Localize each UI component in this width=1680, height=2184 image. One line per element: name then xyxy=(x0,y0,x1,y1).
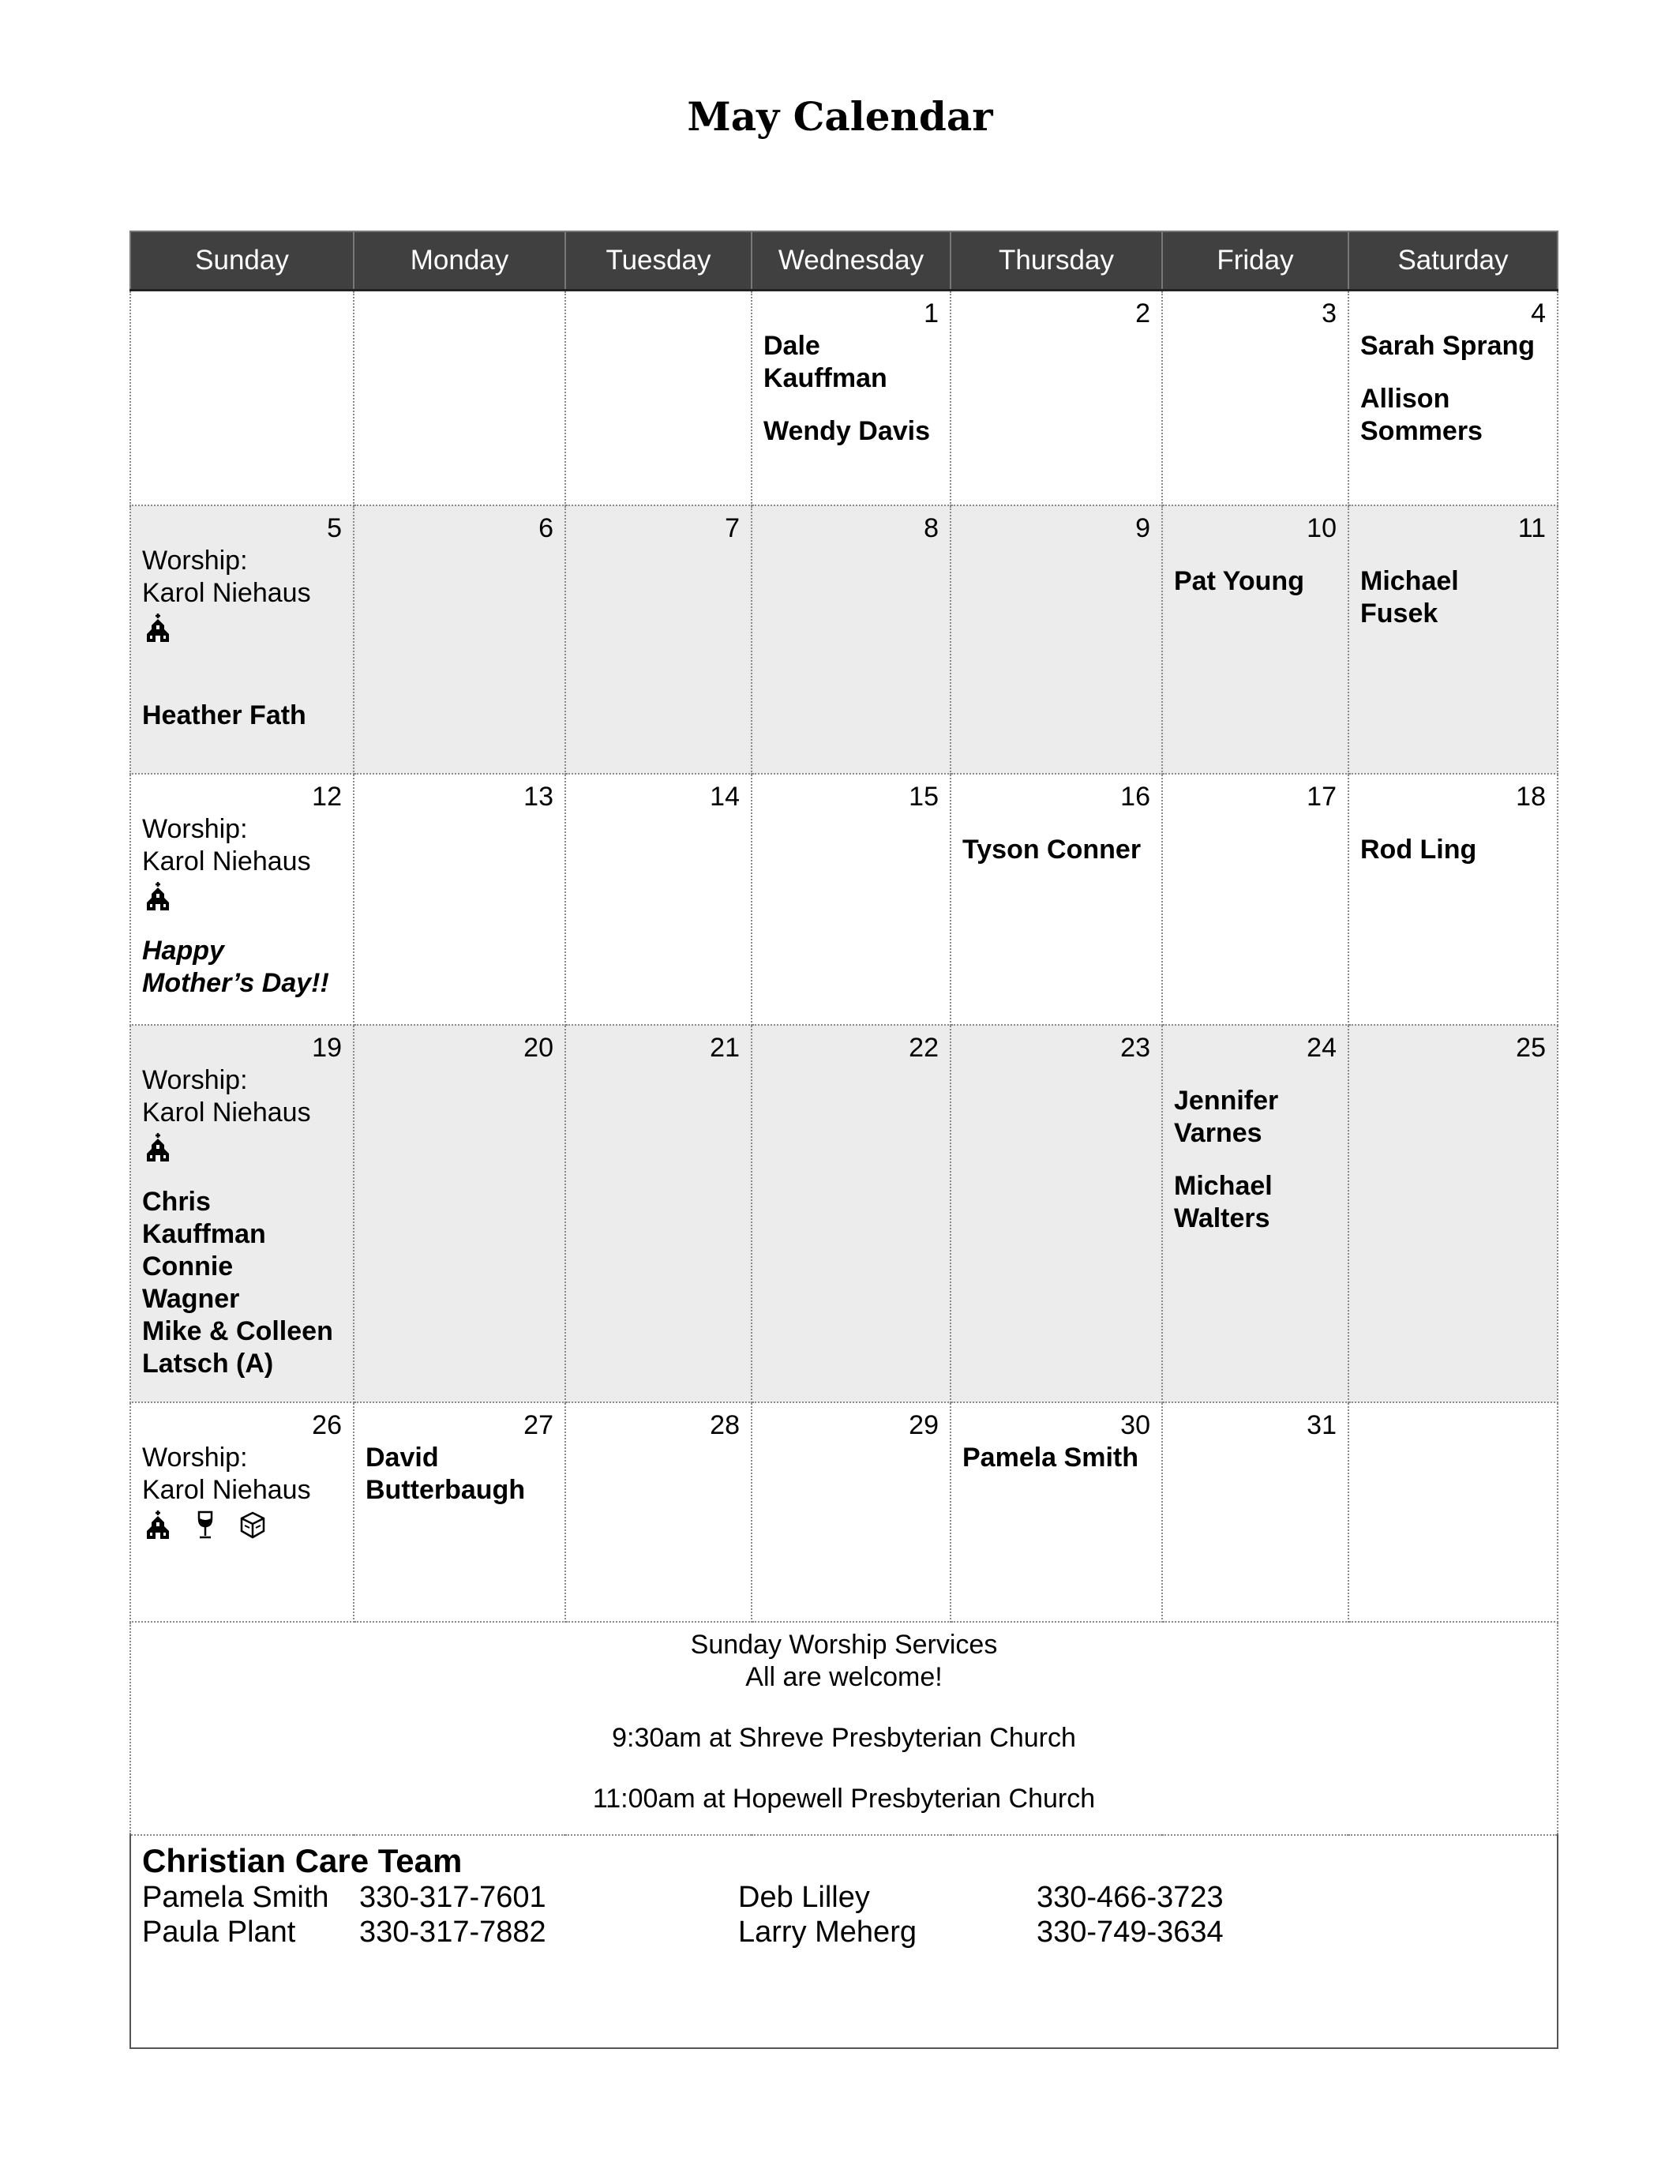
birthday-name: Pat Young xyxy=(1174,565,1304,596)
day-cell-13 xyxy=(354,774,565,1025)
day-number: 2 xyxy=(1135,298,1150,328)
day-cell-7 xyxy=(565,505,752,774)
birthday-name: David Butterbaugh xyxy=(366,1442,526,1505)
wine-glass-icon xyxy=(189,1509,221,1540)
birthday-name: Allison Sommers xyxy=(1360,384,1483,446)
care-member-name: Deb Lilley xyxy=(738,1880,870,1914)
care-member-name: Pamela Smith xyxy=(142,1880,329,1914)
day-cell-5 xyxy=(130,505,354,774)
day-cell-24 xyxy=(1162,1025,1348,1402)
weekday-sunday: Sunday xyxy=(130,231,354,291)
worship-services-info xyxy=(130,1622,1558,1835)
church-icon xyxy=(142,1131,174,1163)
day-cell-23 xyxy=(951,1025,1162,1402)
worship-label: Worship: xyxy=(142,1442,248,1473)
day-number: 21 xyxy=(710,1032,740,1063)
worship-label: Worship: xyxy=(142,1064,248,1095)
day-cell-16 xyxy=(951,774,1162,1025)
day-cell-1 xyxy=(752,291,951,505)
worship-label: Worship: xyxy=(142,813,248,844)
week-row xyxy=(130,1402,1558,1622)
church-icon xyxy=(142,612,174,644)
day-cell-22 xyxy=(752,1025,951,1402)
day-cell-31 xyxy=(1162,1402,1348,1622)
day-number: 31 xyxy=(1307,1409,1337,1440)
day-number: 23 xyxy=(1120,1032,1150,1063)
worship-leader: Karol Niehaus xyxy=(142,577,311,608)
day-number: 17 xyxy=(1307,781,1337,812)
care-member-phone: 330-749-3634 xyxy=(1037,1915,1224,1949)
day-cell-12 xyxy=(130,774,354,1025)
day-number: 12 xyxy=(312,781,342,812)
week-row xyxy=(130,774,1558,1025)
day-number: 25 xyxy=(1516,1032,1546,1063)
birthday-name: Dale Kauffman xyxy=(763,331,887,393)
care-member-phone: 330-466-3723 xyxy=(1037,1880,1224,1914)
day-number: 20 xyxy=(523,1032,553,1063)
birthday-name: Pamela Smith xyxy=(962,1442,1138,1473)
church-icon xyxy=(142,1509,174,1540)
day-number: 24 xyxy=(1307,1032,1337,1063)
empty-day-cell xyxy=(130,291,354,505)
day-number: 4 xyxy=(1531,298,1546,328)
holiday-note: Happy Mother’s Day!! xyxy=(142,935,329,998)
worship-leader: Karol Niehaus xyxy=(142,1097,311,1128)
services-welcome: All are welcome! xyxy=(745,1661,943,1692)
day-cell-18 xyxy=(1348,774,1558,1025)
care-team-row xyxy=(130,1835,1558,2048)
care-team-title: Christian Care Team xyxy=(142,1841,463,1879)
day-cell-29 xyxy=(752,1402,951,1622)
service-time-2: 11:00am at Hopewell Presbyterian Church xyxy=(592,1783,1096,1814)
weekday-wednesday: Wednesday xyxy=(752,231,951,291)
worship-label: Worship: xyxy=(142,545,248,576)
day-number: 7 xyxy=(725,512,740,543)
day-number: 13 xyxy=(523,781,553,812)
day-cell-30 xyxy=(951,1402,1162,1622)
day-number: 5 xyxy=(327,512,342,543)
day-number: 30 xyxy=(1120,1409,1150,1440)
worship-leader: Karol Niehaus xyxy=(142,1474,311,1505)
day-number: 8 xyxy=(924,512,939,543)
day-number: 14 xyxy=(710,781,740,812)
church-icon xyxy=(142,880,174,912)
day-cell-26 xyxy=(130,1402,354,1622)
services-heading: Sunday Worship Services xyxy=(690,1629,998,1660)
day-number: 3 xyxy=(1322,298,1337,328)
week-row xyxy=(130,291,1558,505)
day-number: 27 xyxy=(523,1409,553,1440)
day-cell-25 xyxy=(1348,1025,1558,1402)
day-number: 19 xyxy=(312,1032,342,1063)
birthday-name: Mike & Colleen Latsch (A) xyxy=(142,1315,333,1379)
worship-leader: Karol Niehaus xyxy=(142,846,311,876)
birthday-name: Michael Walters xyxy=(1174,1170,1273,1233)
day-number: 10 xyxy=(1307,512,1337,543)
week-row xyxy=(130,505,1558,774)
birthday-name: Wendy Davis xyxy=(763,416,931,446)
birthday-name: Heather Fath xyxy=(142,700,306,730)
birthday-name: Sarah Sprang xyxy=(1360,331,1536,361)
birthday-name: Michael Fusek xyxy=(1360,565,1459,629)
day-cell-6 xyxy=(354,505,565,774)
care-team-section xyxy=(130,1835,1558,2048)
bread-icon xyxy=(237,1509,268,1540)
birthday-name: Connie Wagner xyxy=(142,1251,240,1314)
birthday-name: Rod Ling xyxy=(1360,834,1477,865)
day-cell-9 xyxy=(951,505,1162,774)
birthday-name: Tyson Conner xyxy=(962,834,1142,865)
day-cell-8 xyxy=(752,505,951,774)
day-cell-11 xyxy=(1348,505,1558,774)
day-number: 22 xyxy=(909,1032,939,1063)
day-number: 6 xyxy=(538,512,553,543)
day-cell-28 xyxy=(565,1402,752,1622)
empty-day-cell xyxy=(354,291,565,505)
day-number: 11 xyxy=(1517,512,1546,543)
day-cell-20 xyxy=(354,1025,565,1402)
day-cell-17 xyxy=(1162,774,1348,1025)
day-cell-15 xyxy=(752,774,951,1025)
day-cell-19 xyxy=(130,1025,354,1402)
day-number: 18 xyxy=(1516,781,1546,812)
weekday-friday: Friday xyxy=(1162,231,1348,291)
birthday-name: Chris Kauffman xyxy=(142,1186,266,1249)
day-number: 29 xyxy=(909,1409,939,1440)
day-cell-4 xyxy=(1348,291,1558,505)
day-cell-14 xyxy=(565,774,752,1025)
weekday-thursday: Thursday xyxy=(951,231,1162,291)
calendar-grid xyxy=(129,231,1558,2049)
services-row xyxy=(130,1622,1558,1835)
day-number: 1 xyxy=(924,298,939,328)
day-number: 16 xyxy=(1120,781,1150,812)
weekday-monday: Monday xyxy=(354,231,565,291)
day-number: 26 xyxy=(312,1409,342,1440)
day-cell-21 xyxy=(565,1025,752,1402)
care-member-phone: 330-317-7601 xyxy=(359,1880,546,1914)
service-time-1: 9:30am at Shreve Presbyterian Church xyxy=(612,1722,1076,1753)
empty-day-cell xyxy=(1348,1402,1558,1622)
weekday-tuesday: Tuesday xyxy=(565,231,752,291)
weekday-saturday: Saturday xyxy=(1348,231,1558,291)
care-member-name: Larry Meherg xyxy=(738,1915,917,1949)
day-cell-2 xyxy=(951,291,1162,505)
empty-day-cell xyxy=(565,291,752,505)
week-row xyxy=(130,1025,1558,1402)
day-cell-27 xyxy=(354,1402,565,1622)
care-team-list xyxy=(142,1880,1546,1949)
care-member-name: Paula Plant xyxy=(142,1915,296,1949)
page-title: May Calendar xyxy=(687,93,993,140)
birthday-name: Jennifer Varnes xyxy=(1174,1085,1279,1148)
day-number: 28 xyxy=(710,1409,740,1440)
day-number: 15 xyxy=(909,781,939,812)
care-member-phone: 330-317-7882 xyxy=(359,1915,546,1949)
weekday-header-row xyxy=(130,231,1558,291)
day-cell-10 xyxy=(1162,505,1348,774)
day-cell-3 xyxy=(1162,291,1348,505)
day-number: 9 xyxy=(1135,512,1150,543)
